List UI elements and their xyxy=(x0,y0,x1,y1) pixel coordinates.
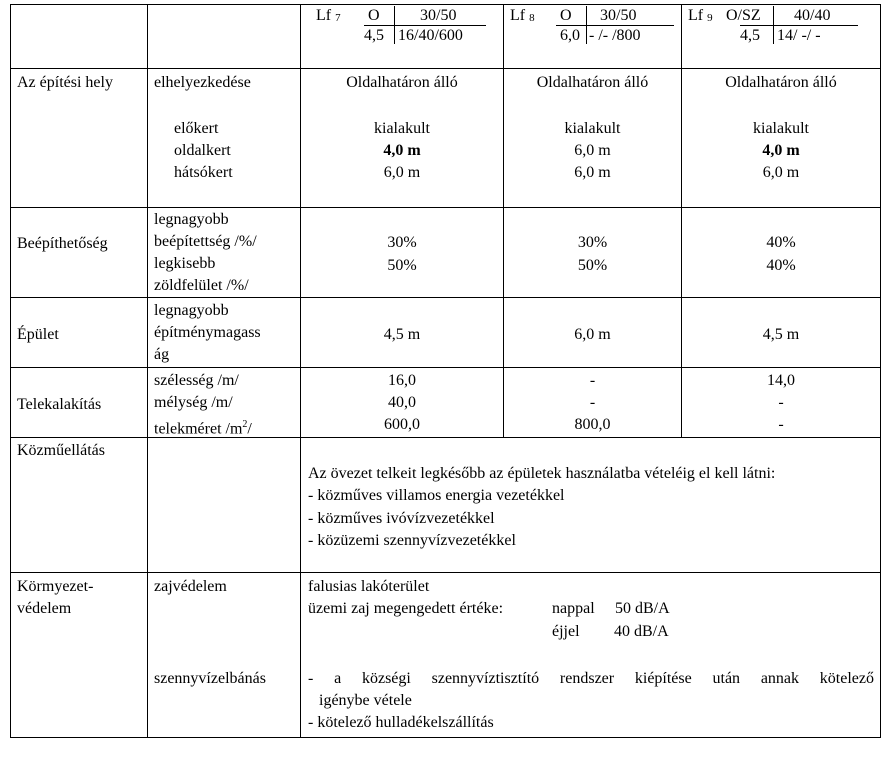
zone-type: O/SZ xyxy=(726,7,761,24)
noise-day-value: 50 dB/A xyxy=(615,600,670,617)
zone-header-lf8 xyxy=(510,4,680,68)
table-rule xyxy=(880,4,881,738)
noise-night-label: éjjel xyxy=(552,623,580,640)
depth-value: - xyxy=(589,394,596,411)
label-noise: zajvédelem xyxy=(154,578,227,595)
category-environment-2: védelem xyxy=(17,600,72,617)
placement-value: Oldalhatáron álló xyxy=(536,74,649,91)
green-value: 50% xyxy=(577,257,608,274)
utilities-item: - közműves villamos energia vezetékkel xyxy=(308,487,565,504)
table-rule xyxy=(10,437,881,438)
label-max: legnagyobb xyxy=(154,302,229,319)
utilities-item: - közműves ivóvízvezetékkel xyxy=(308,510,495,527)
label-green: zöldfelület /%/ xyxy=(154,277,249,294)
table-rule xyxy=(10,367,881,368)
label-sewage: szennyvízelbánás xyxy=(154,670,266,687)
width-value: 14,0 xyxy=(767,372,795,389)
side-yard-value: 4,0 m xyxy=(762,142,800,159)
table-rule xyxy=(10,297,881,298)
label-area-sup: 2 xyxy=(242,419,248,430)
label-area-end: / xyxy=(247,420,252,438)
zone-index: 7 xyxy=(335,12,341,24)
noise-area: falusias lakóterület xyxy=(308,578,430,595)
table-rule xyxy=(10,572,881,573)
width-value: - xyxy=(589,372,596,389)
coverage-value: 40% xyxy=(766,234,796,251)
area-value: 600,0 xyxy=(384,416,420,433)
utilities-item: - közüzemi szennyvízvezetékkel xyxy=(308,532,516,549)
label-coverage: beépítettség /%/ xyxy=(154,233,257,250)
label-front-yard: előkert xyxy=(174,120,219,137)
category-siting: Az építési hely xyxy=(17,74,113,91)
zone-plot: 16/40/600 xyxy=(398,27,463,44)
label-width: szélesség /m/ xyxy=(154,372,239,389)
sewage-item: - kötelező hulladékelszállítás xyxy=(308,714,494,731)
category-plot: Telekalakítás xyxy=(17,396,102,413)
green-value: 40% xyxy=(766,257,796,274)
label-location: elhelyezkedése xyxy=(154,74,251,91)
rear-yard-value: 6,0 m xyxy=(574,164,611,181)
placement-value: Oldalhatáron álló xyxy=(725,74,837,91)
front-yard-value: kialakult xyxy=(753,120,809,137)
front-yard-value: kialakult xyxy=(564,120,621,137)
label-height-2: ág xyxy=(154,346,170,363)
zone-plot: - /- /800 xyxy=(589,27,641,44)
category-environment-1: Körmyezet- xyxy=(17,578,94,595)
zone-plot: 14/ -/ - xyxy=(777,27,821,44)
label-min: legkisebb xyxy=(154,255,216,272)
label-rear-yard: hátsókert xyxy=(174,164,233,181)
height-value: 6,0 m xyxy=(574,326,611,343)
noise-day-label: nappal xyxy=(552,600,595,617)
zone-header-lf9 xyxy=(688,4,878,68)
width-value: 16,0 xyxy=(388,372,416,389)
zone-index: 9 xyxy=(707,12,713,24)
placement-value: Oldalhatáron álló xyxy=(346,74,458,91)
zone-height: 4,5 xyxy=(364,27,384,44)
depth-value: 40,0 xyxy=(388,394,416,411)
table-rule xyxy=(10,68,881,69)
side-yard-value: 4,0 m xyxy=(383,142,421,159)
green-value: 50% xyxy=(387,257,417,274)
label-area-text: telekméret /m xyxy=(154,420,243,438)
coverage-value: 30% xyxy=(387,234,417,251)
height-value: 4,5 m xyxy=(383,326,421,343)
noise-night-value: 40 dB/A xyxy=(614,623,669,640)
area-value: - xyxy=(778,416,784,433)
category-buildability: Beépíthetőség xyxy=(17,235,108,252)
rear-yard-value: 6,0 m xyxy=(383,164,421,181)
zone-code: Lf xyxy=(510,7,526,24)
zone-ratio: 40/40 xyxy=(794,7,831,24)
zone-index: 8 xyxy=(529,12,535,24)
category-utilities: Közműellátás xyxy=(17,442,105,459)
zone-header-lf7 xyxy=(316,4,496,68)
label-depth: mélység /m/ xyxy=(154,394,233,411)
height-value: 4,5 m xyxy=(762,326,800,343)
table-rule xyxy=(147,4,148,738)
zone-code: Lf xyxy=(316,7,332,24)
label-side-yard: oldalkert xyxy=(174,142,231,159)
table-rule xyxy=(10,4,11,738)
zone-type: O xyxy=(368,7,380,24)
table-rule xyxy=(10,207,881,208)
label-area xyxy=(154,414,252,440)
noise-limit-label: üzemi zaj megengedett értéke: xyxy=(308,600,504,617)
label-height-1: építménymagass xyxy=(154,324,261,341)
table-rule xyxy=(10,737,881,738)
zone-type: O xyxy=(560,7,572,24)
label-max: legnagyobb xyxy=(154,211,229,228)
coverage-value: 30% xyxy=(577,234,608,251)
zone-ratio: 30/50 xyxy=(600,7,637,24)
area-value: 800,0 xyxy=(574,416,611,433)
zone-code: Lf xyxy=(688,7,704,24)
zone-height: 4,5 xyxy=(740,27,760,44)
rear-yard-value: 6,0 m xyxy=(762,164,800,181)
depth-value: - xyxy=(778,394,784,411)
category-building: Épület xyxy=(17,326,59,343)
regulation-table xyxy=(10,4,881,738)
zone-height: 6,0 xyxy=(560,27,580,44)
front-yard-value: kialakult xyxy=(374,120,430,137)
sewage-item: - a községi szennyvíztisztító rendszer kiépítése után annak kötelező xyxy=(308,670,874,687)
side-yard-value: 6,0 m xyxy=(574,142,611,159)
utilities-intro: Az övezet telkeit legkésőbb az épületek használatba vételéig el kell látni: xyxy=(308,465,776,482)
zone-ratio: 30/50 xyxy=(420,7,457,24)
sewage-item-cont: igénybe vétele xyxy=(319,692,412,709)
